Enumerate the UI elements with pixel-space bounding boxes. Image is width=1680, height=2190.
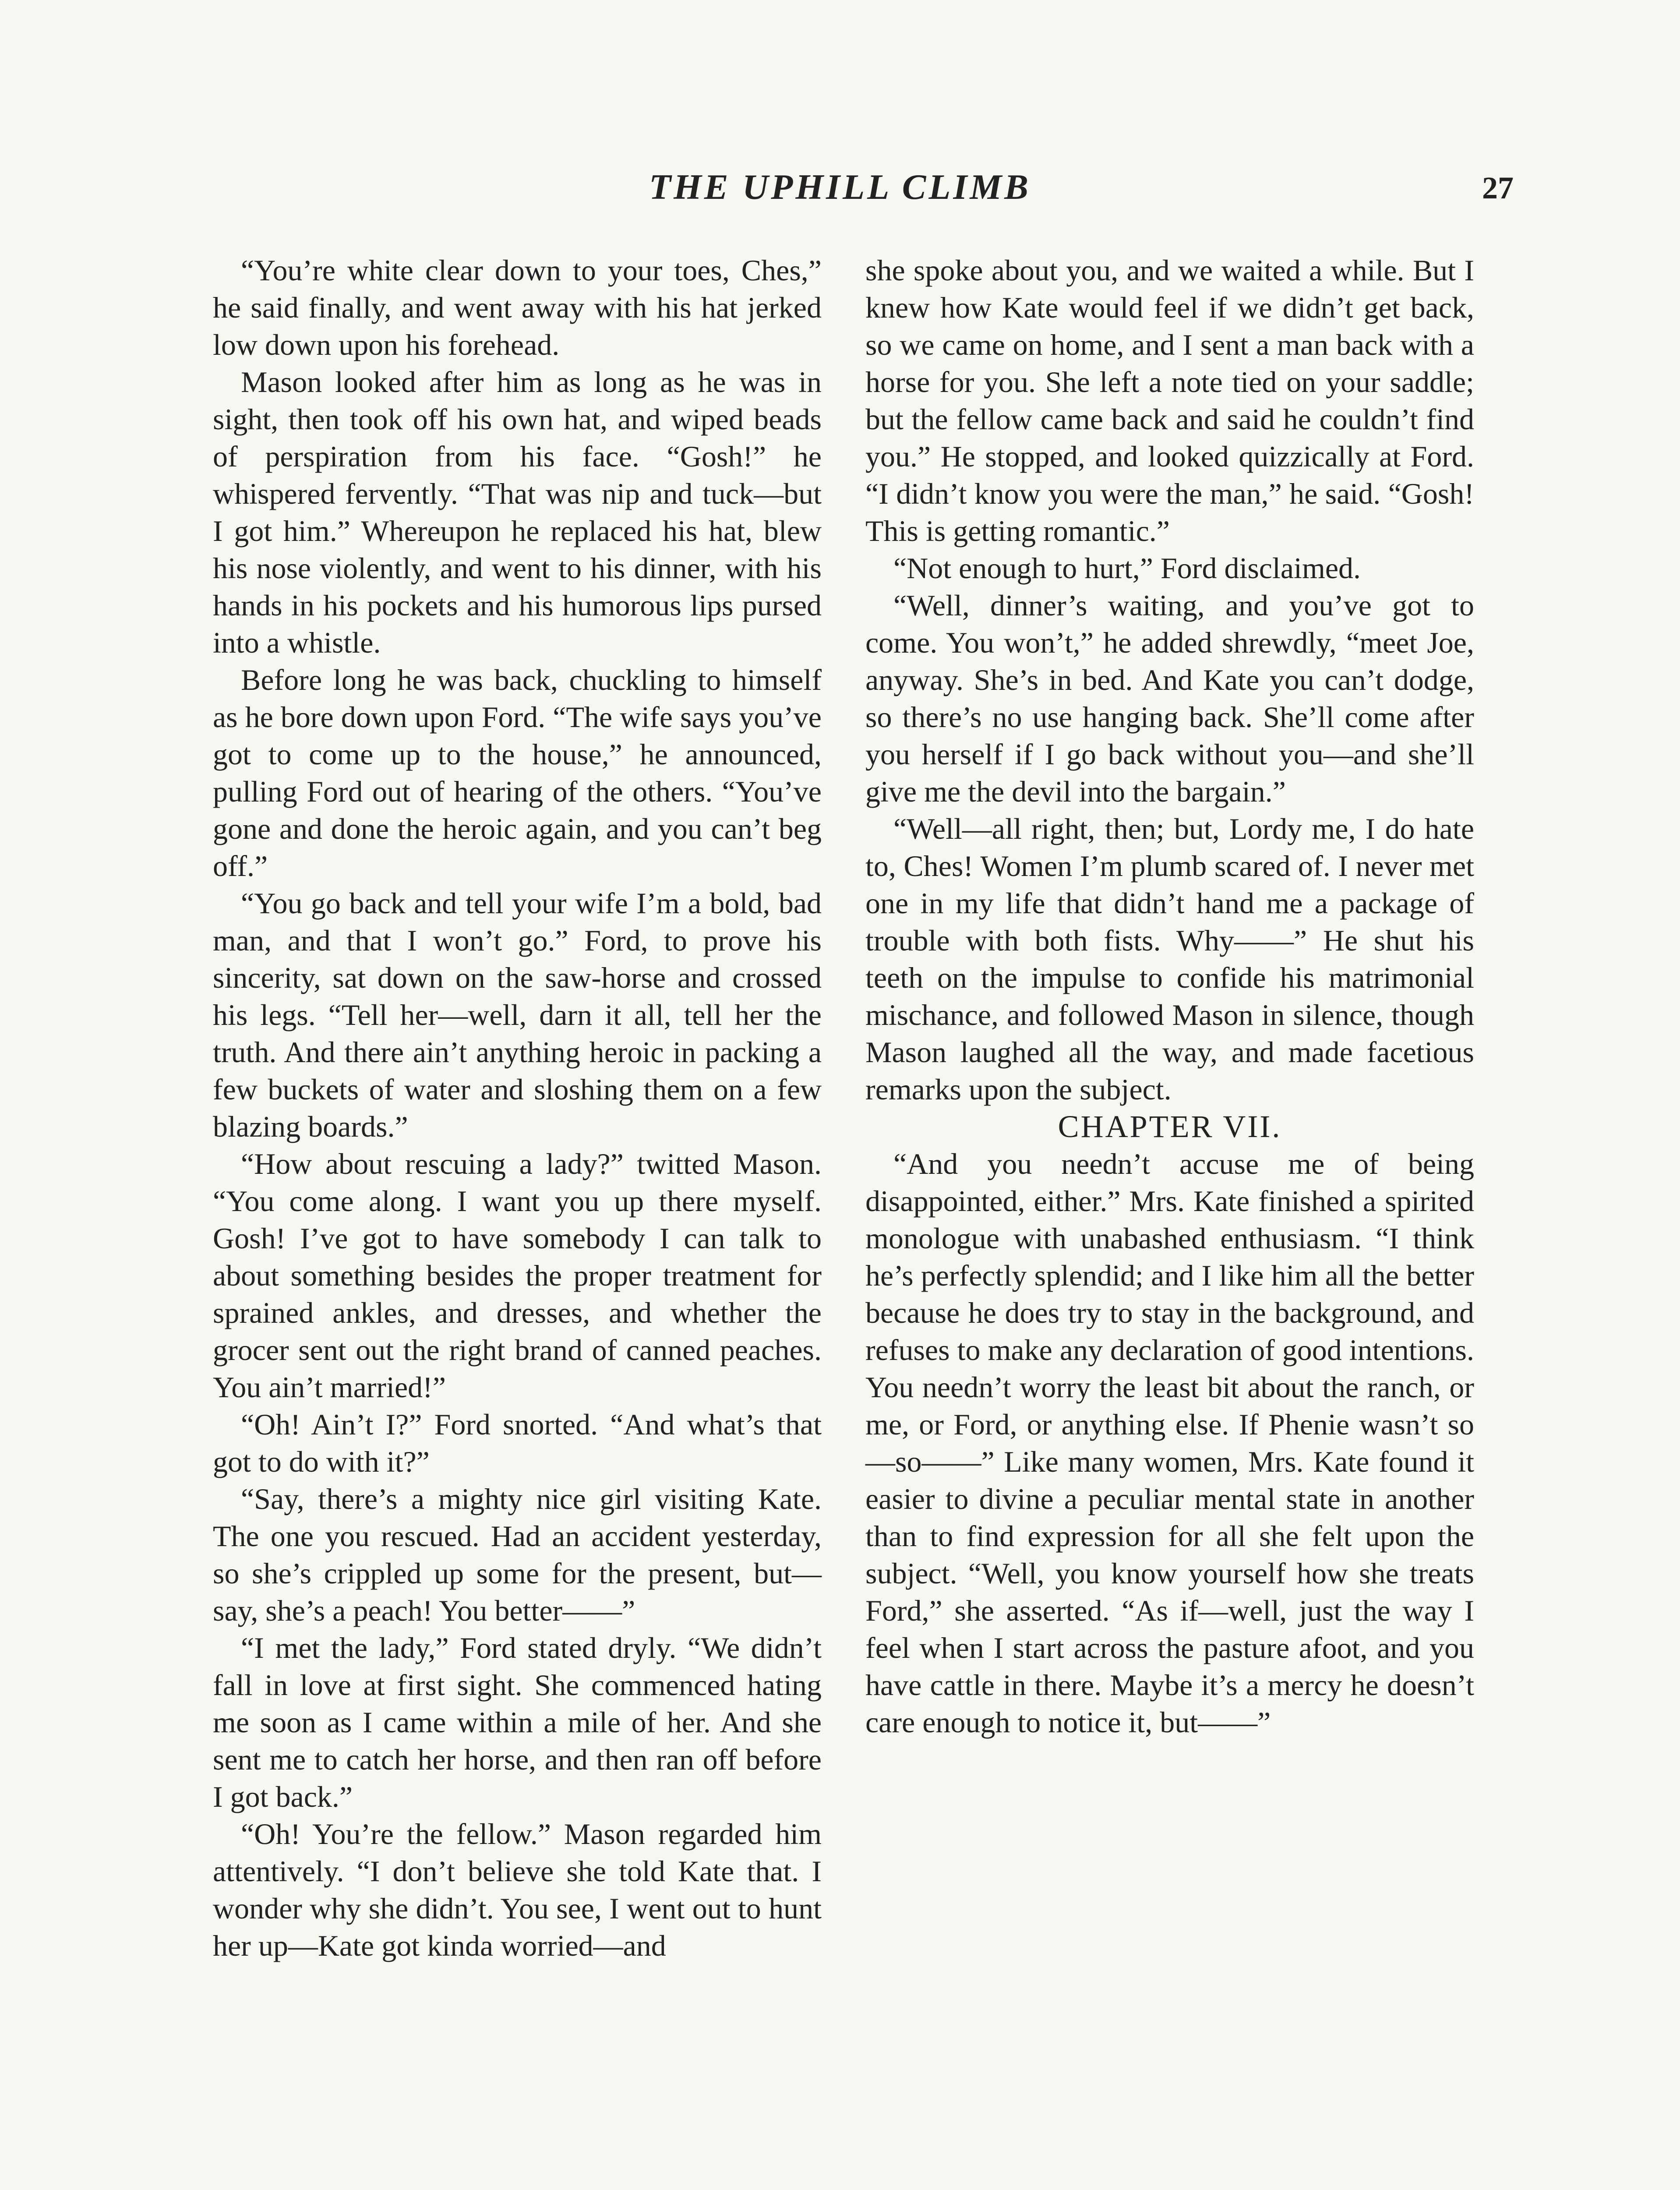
paragraph: “You go back and tell your wife I’m a bold, bad man, and that I won’t go.” Ford, to prove his sincerity, sat down on the saw-horse and crossed his legs. “Tell her—well, darn it all, tell her the truth. And there ain’t anything heroic in packing a few buckets of water and sloshing them on a few blazing boards.” <box>213 887 822 1143</box>
paragraph: “I met the lady,” Ford stated dryly. “We didn’t fall in love at first sight. She commenced hating me soon as I came within a mile of her. And she sent me to catch her horse, and then ran off before I got back.” <box>213 1631 822 1813</box>
paragraph: Mason looked after him as long as he was in sight, then took off his own hat, and wiped beads of perspiration from his face. “Gosh!” he whispered fervently. “That was nip and tuck—but I got him.” Whereupon he replaced his hat, blew his nose violently, and went to his dinner, with his hands in his pockets and his humorous lips pursed into a whistle. <box>213 365 822 659</box>
paragraph: “How about rescuing a lady?” twitted Mason. “You come along. I want you up there myself. Gosh! I’ve got to have somebody I can talk to about something besides the proper treatment for sprained ankles, and dresses, and whether the grocer sent out the right brand of canned peaches. You ain’t married!” <box>213 1147 822 1404</box>
paragraph: “Oh! Ain’t I?” Ford snorted. “And what’s that got to do with it?” <box>213 1408 822 1478</box>
page-number: 27 <box>1482 170 1514 205</box>
paragraph: “Say, there’s a mighty nice girl visiting Kate. The one you rescued. Had an accident yesterday, so she’s crippled up some for the present, but—say, she’s a peach! You better——” <box>213 1482 822 1627</box>
chapter-heading: CHAPTER VII. <box>1058 1109 1282 1144</box>
paragraph: Before long he was back, chuckling to himself as he bore down upon Ford. “The wife says you’ve got to come up to the house,” he announced, pulling Ford out of hearing of the others. “You’ve gone and done the heroic again, and you can’t beg off.” <box>213 663 822 883</box>
left-column <box>213 252 822 1964</box>
page-header <box>0 166 1680 219</box>
paragraph: “And you needn’t accuse me of being disappointed, either.” Mrs. Kate finished a spirited monologue with unabashed enthusiasm. “I think he’s perfectly splendid; and I like him all the better because he does try to stay in the background, and refuses to make any declaration of good intentions. You needn’t worry the least bit about the ranch, or me, or Ford, or anything else. If Phenie wasn’t so—so——” Like many women, Mrs. Kate found it easier to divine a peculiar mental state in another than to find expression for all she felt upon the subject. “Well, you know yourself how she treats Ford,” she asserted. “As if—well, just the way I feel when I start across the pasture afoot, and you have cattle in there. Maybe it’s a mercy he doesn’t care enough to notice it, but——” <box>865 1147 1474 1739</box>
paragraph: “Well—all right, then; but, Lordy me, I do hate to, Ches! Women I’m plumb scared of. I never met one in my life that didn’t hand me a package of trouble with both fists. Why——” He shut his teeth on the impulse to confide his matrimonial mischance, and followed Mason in silence, though Mason laughed all the way, and made facetious remarks upon the subject. <box>865 812 1474 1106</box>
paragraph: she spoke about you, and we waited a while. But I knew how Kate would feel if we didn’t get back, so we came on home, and I sent a man back with a horse for you. She left a note tied on your saddle; but the fellow came back and said he couldn’t find you.” He stopped, and looked quizzically at Ford. “I didn’t know you were the man,” he said. “Gosh! This is getting romantic.” <box>865 254 1474 548</box>
right-column <box>865 252 1474 1741</box>
paragraph: “You’re white clear down to your toes, Ches,” he said finally, and went away with his hat jerked low down upon his forehead. <box>213 254 822 361</box>
running-title: THE UPHILL CLIMB <box>649 167 1031 207</box>
paragraph: “Not enough to hurt,” Ford disclaimed. <box>893 551 1361 585</box>
paragraph: “Well, dinner’s waiting, and you’ve got to come. You won’t,” he added shrewdly, “meet Joe, anyway. She’s in bed. And Kate you can’t dodge, so there’s no use hanging back. She’ll come after you herself if I go back without you—and she’ll give me the devil into the bargain.” <box>865 589 1474 808</box>
paragraph: “Oh! You’re the fellow.” Mason regarded him attentively. “I don’t believe she told Kate that. I wonder why she didn’t. You see, I went out to hunt her up—Kate got kinda worried—and <box>213 1817 822 1962</box>
